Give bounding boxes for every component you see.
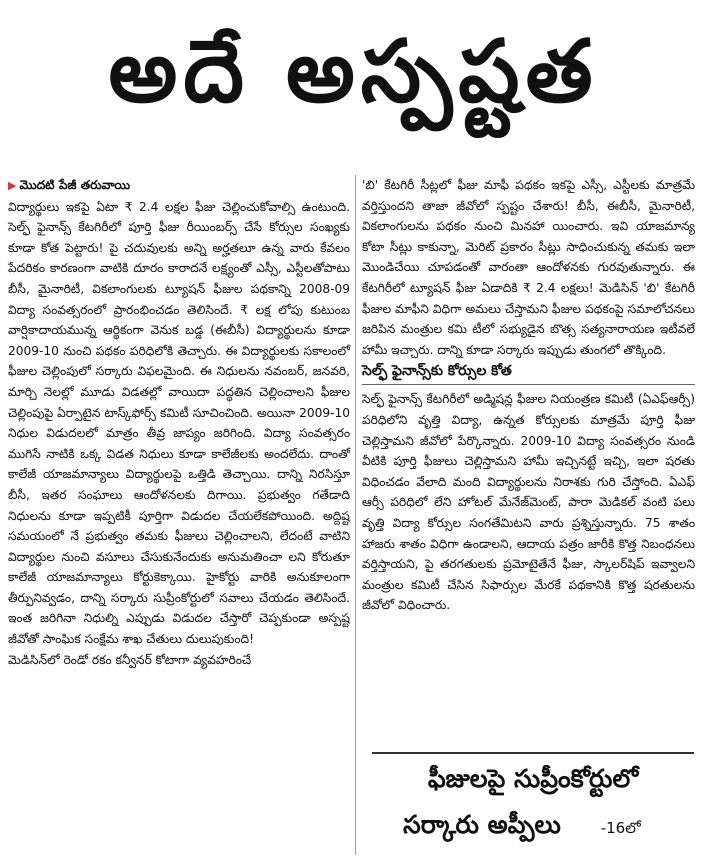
headline: అదే అస్పష్టత [108, 22, 599, 122]
left-column [8, 175, 350, 670]
teaser-line-1: ఫీజులపై సుప్రీంకోర్టులో [427, 764, 639, 793]
column-divider [355, 175, 356, 855]
box-top-rule [372, 752, 694, 754]
left-paragraph-1: విద్యార్థులు ఇకపై ఏటా ₹ 2.4 లక్షల ఫీజు చెల్లించుకోవాల్సి ఉంటుంది. సెల్ఫ్ ఫైనాన్స్ కేటగిరీలో పూర్తి ఫీజు రీయింబర్స్ చేసే కోర్సుల సంఖ్యకు కూడా కోత పెట్టారు! పై చదువులకు అన్ని అర్హతలూ ఉన్న వారు కేవలం పేదరికం కారణంగా వాటికి దూరం కారాదనే లక్ష్యంతో ఎస్సీ, ఎస్టీలతోపాటు బీసీ, మైనారిటీ, వికలాంగులకు ట్యూషన్ ఫీజుల పథకాన్ని 2008-09 విద్యా సంవత్సరంలో ప్రారంభించడం తెలిసిందే. ₹ లక్ష లోపు కుటుంబ వార్షికాదాయమున్న ఆర్థికంగా వెనుక బడ్డ (ఈబీసీ) విద్యార్థులను కూడా 2009-10 నుంచి పథకం పరిధిలోకి తెచ్చారు. ఈ విద్యార్థులకు సకాలంలో ఫీజుల చెల్లింపులో సర్కారు విఫలమైంది. ఈ నిధులను నవంబర్, జనవరి, మార్చి నెలల్లో మూడు విడతల్లో వాయిదా పద్ధతిన చెల్లించాలని ఫీజుల చెల్లింపుపై ఏర్పాటైన టాస్క్‌ఫోర్స్ కమిటీ సూచించింది. అయినా 2009-10 నిధుల విడుదలలో మాత్రం తీవ్ర జాప్యం జరిగింది. విద్యా సంవత్సరం ముగిసే నాటికి ఒక్క విడత నిధులు కూడా కాలేజీలకు అందలేదు. దాంతో కాలేజీ యాజమాన్యాలు విద్యార్థులపై ఒత్తిడి తెచ్చాయి. దాన్ని నిరసిస్తూ బీసీ, ఇతర సంఘాలు ఆందోళనలకు దిగాయి. ప్రభుత్వం గతేడాది నిధులను కూడా ఇప్పటికీ పూర్తిగా విడుదల చేయలేకపోయింది. అద్దిష్ట సమయంలో నే ప్రభుత్వం తమకు ఫీజులు చెల్లించాలని, లేదంటే వాటిని విద్యార్థుల నుంచి వసూలు చేసుకునేందుకు అనుమతించా లని కోరుతూ కాలేజీ యాజమాన్యాలు కోర్టుకెక్కాయి. హైకోర్టు వారికి అనుకూలంగా తీర్పునివ్వడం, దాన్ని సర్కారు సుప్రీంకోర్టులో సవాలు చేయడం తెలిసిందే. ఇంత జరిగినా నిధుల్ని ఎప్పుడు విడుదల చేస్తారో చెప్పకుండా అస్పష్ట జీవోతో సాంఘిక సంక్షేమ శాఖ చేతులు దులుపుకుంది! [8, 199, 350, 647]
kicker-text: మొదటి పేజీ తరువాయి [19, 178, 131, 192]
arrow-icon: ▶ [8, 179, 17, 192]
teaser-line-2 [372, 806, 694, 847]
right-paragraph-1: 'బి' కేటగిరీ సీట్లలో ఫీజు మాఫీ పథకం ఇకపై ఎస్సీ, ఎస్టీలకు మాత్రమే వర్తిస్తుందని తాజా జీవోలో స్పష్టం చేశారు! బీసీ, ఈబీసీ, మైనారిటీ, వికలాంగులను పథకం నుంచి మినహా యించారు. ఇవి యాజమాన్య కోటా సీట్లు కాకున్నా, మెరిట్ ప్రకారం సీట్లు సాధించుకున్న తమకు ఇలా మొండిచేయి చూపడంతో వారంతా ఆందోళనకు గురవుతున్నారు. ఈ కేటగిరీలో ట్యూషన్ ఫీజు ఏడాదికి ₹ 2.4 లక్షలు! మెడిసిన్ 'బి' కేటగిరీ ఫీజుల మాఫీని విధిగా అమలు చేస్తామని ఫీజుల పథకంపై సమాలోచనలు జరిపిన మంత్రుల కమి టీలో సభ్యుడైన బొత్స సత్యనారాయణ ఇటీవలే హామీ ఇచ్చారు. దాన్ని కూడా సర్కారు ఇప్పుడు తుంగలో తొక్కింది. [362, 178, 695, 357]
left-paragraph-2: మెడిసిన్‌లో రెండో రకం కన్వీనర్ కోటాగా వ్యవహరించే [8, 652, 252, 667]
right-paragraph-2: సెల్ఫ్ ఫైనాన్స్ కేటగిరీలో అడ్మిషన్ల ఫీజుల నియంత్రణ కమిటీ (ఏఎఫ్ఆర్సీ) పరిధిలోని వృత్తి విద్యా, ఉన్నత కోర్సులకు మాత్రమే పూర్తి ఫీజు చెల్లిస్తామని జీవోలో పేర్కొన్నారు. 2009-10 విద్యా సంవత్సరం నుండి వీటికి పూర్తి ఫీజులు చెల్లిస్తామని హామీ ఇచ్చినట్టే ఇచ్చి, ఇలా షరతు విధించడం వేలాది మంది విద్యార్థులను నిరాశకు గురి చేస్తోంది. ఏఎఫ్ ఆర్సీ పరిధిలో లేని హోటల్ మేనేజ్‌మెంట్, పారా మెడికల్ వంటి పలు వృత్తి విద్యా కోర్సుల సంగతేమిటని వారు ప్రశ్నిస్తున్నారు. 75 శాతం హాజరు శాతం విధిగా ఉండాలని, ఆదాయ పత్రం జారీకి కొత్త నిబంధనలు వర్తిస్తాయని, పై తరగతులకు ప్రమోటైతేనే ఫీజు, స్కాలర్‌షిప్ ఇవ్వాలని మంత్రుల కమిటీ చేసిన సిఫార్సుల మేరకే పథకానికి కొత్త షరతులను జీవోలో విధించారు. [362, 392, 695, 613]
kicker [8, 175, 350, 197]
subhead: సెల్ఫ్ ఫైనాన్స్‌కు కోర్సుల కోత [362, 363, 512, 380]
teaser-line-2-text: సర్కారు అప్పీలు [403, 810, 561, 839]
right-column [362, 175, 695, 616]
teaser-page-ref: -16లో [600, 819, 641, 837]
subhead-rule [362, 384, 695, 385]
